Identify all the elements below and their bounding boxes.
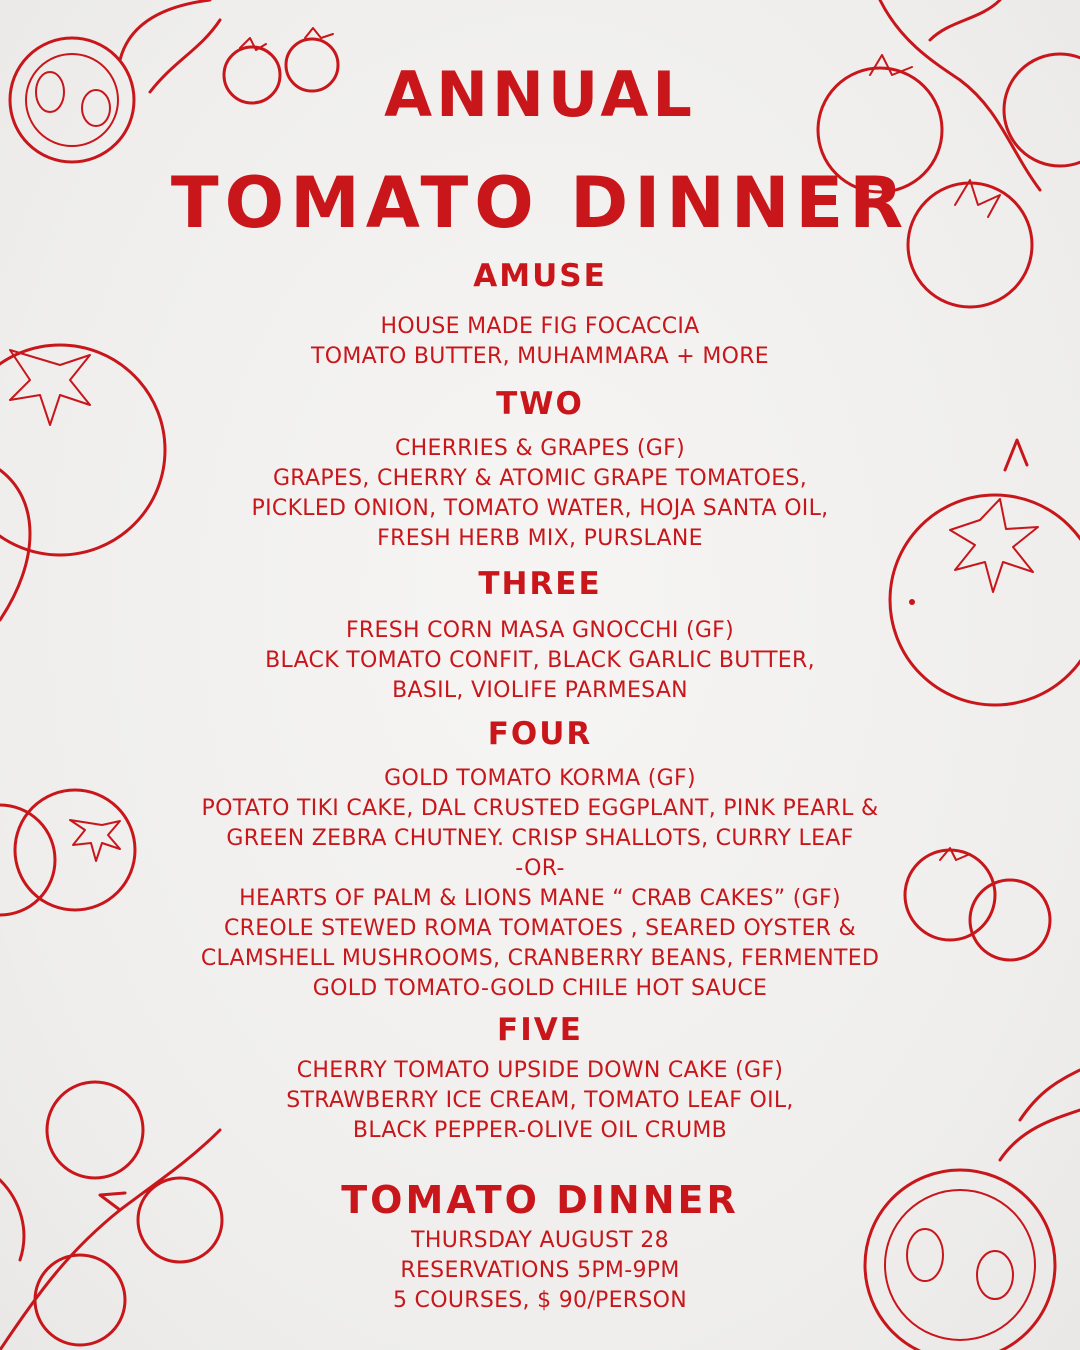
course-heading-two: TWO xyxy=(496,386,584,422)
menu-line: POTATO TIKI CAKE, DAL CRUSTED EGGPLANT, PINK PEARL & xyxy=(201,796,879,821)
menu-line: BASIL, VIOLIFE PARMESAN xyxy=(392,678,688,703)
menu-line: FRESH CORN MASA GNOCCHI (GF) xyxy=(345,618,735,643)
footer-details xyxy=(140,1226,940,1316)
course-amuse-items xyxy=(140,312,940,372)
menu-line: HEARTS OF PALM & LIONS MANE “ CRAB CAKES” (GF) xyxy=(239,886,841,911)
menu-line: FRESH HERB MIX, PURSLANE xyxy=(377,526,703,551)
menu-title-line2: TOMATO DINNER xyxy=(170,162,910,244)
event-date: THURSDAY AUGUST 28 xyxy=(411,1228,669,1253)
menu-line: CLAMSHELL MUSHROOMS, CRANBERRY BEANS, FERMENTED xyxy=(200,946,880,971)
course-two-items xyxy=(140,434,940,554)
course-heading-four: FOUR xyxy=(487,716,593,752)
course-heading-three: THREE xyxy=(478,566,602,602)
menu-line: CHERRY TOMATO UPSIDE DOWN CAKE (GF) xyxy=(296,1058,784,1083)
menu-line: GREEN ZEBRA CHUTNEY. CRISP SHALLOTS, CURRY LEAF xyxy=(226,826,854,851)
menu-line: GRAPES, CHERRY & ATOMIC GRAPE TOMATOES, xyxy=(272,466,808,491)
price-info: 5 COURSES, $ 90/PERSON xyxy=(392,1288,688,1313)
menu-line: STRAWBERRY ICE CREAM, TOMATO LEAF OIL, xyxy=(286,1088,794,1113)
menu-line: GOLD TOMATO KORMA (GF) xyxy=(384,766,696,791)
menu-line: PICKLED ONION, TOMATO WATER, HOJA SANTA OIL, xyxy=(251,496,829,521)
menu-line: -OR- xyxy=(515,856,565,881)
menu-line: TOMATO BUTTER, MUHAMMARA + MORE xyxy=(310,344,770,369)
menu-line: BLACK PEPPER-OLIVE OIL CRUMB xyxy=(352,1118,728,1143)
reservation-hours: RESERVATIONS 5PM-9PM xyxy=(400,1258,680,1283)
course-heading-amuse: AMUSE xyxy=(473,258,607,294)
footer-title: TOMATO DINNER xyxy=(341,1178,739,1222)
course-four-items xyxy=(140,764,940,1004)
menu-line: CHERRIES & GRAPES (GF) xyxy=(395,436,685,461)
menu-line: HOUSE MADE FIG FOCACCIA xyxy=(380,314,700,339)
course-five-items xyxy=(140,1056,940,1146)
menu-title-line1: ANNUAL xyxy=(384,58,696,131)
menu-line: CREOLE STEWED ROMA TOMATOES , SEARED OYSTER & xyxy=(223,916,857,941)
course-heading-five: FIVE xyxy=(497,1012,583,1048)
menu-line: GOLD TOMATO-GOLD CHILE HOT SAUCE xyxy=(312,976,768,1001)
menu-line: BLACK TOMATO CONFIT, BLACK GARLIC BUTTER, xyxy=(265,648,815,673)
course-three-items xyxy=(140,616,940,706)
